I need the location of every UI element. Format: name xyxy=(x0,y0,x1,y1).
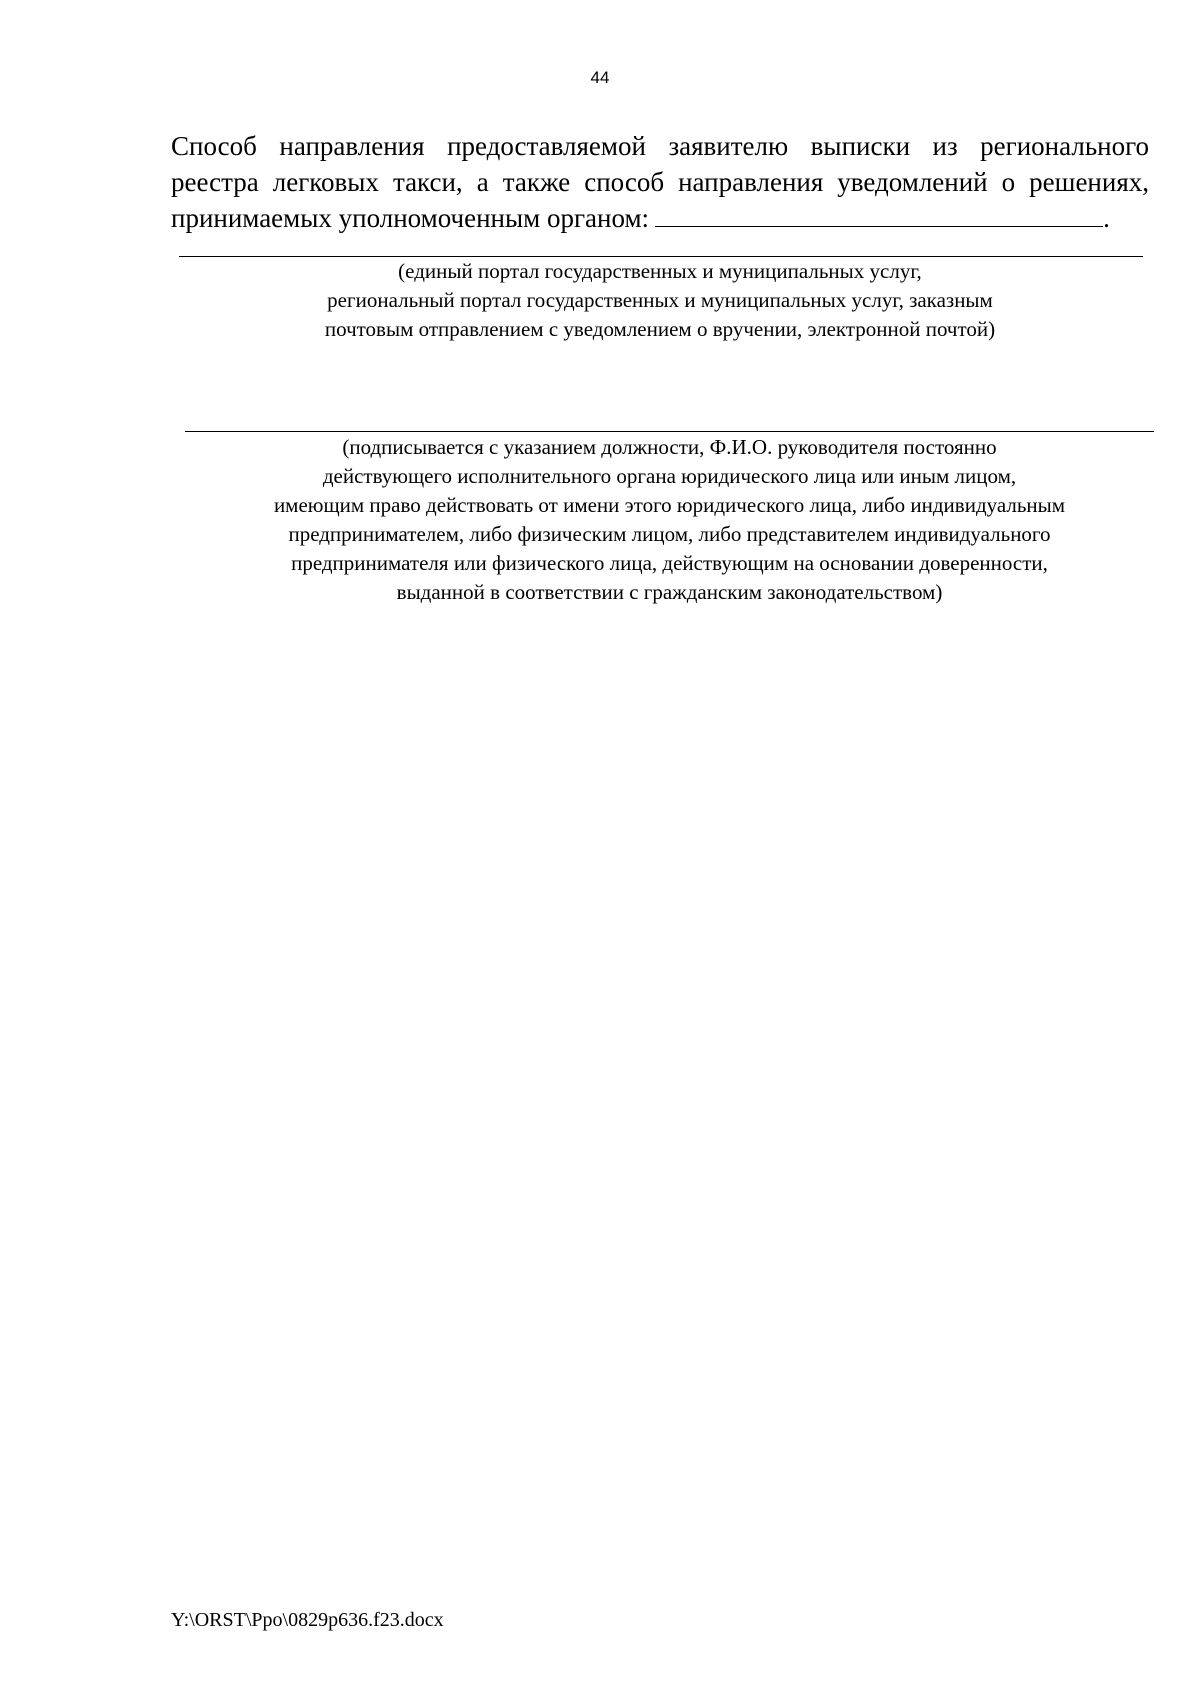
caption-line: региональный портал государственных и муниципальных услуг, заказным xyxy=(327,288,993,312)
caption-line: (подписывается с указанием должности, Ф.И.О. руководителя постоянно xyxy=(342,435,997,459)
signature-line[interactable] xyxy=(185,431,1154,432)
main-paragraph-period: . xyxy=(1103,203,1110,233)
main-paragraph-line: Способ направления предоставляемой заявителю выписки из регионального xyxy=(171,131,1149,161)
caption-line: (единый портал государственных и муниципальных услуг, xyxy=(398,259,922,283)
footer-file-path: Y:\ORST\Ppo\0829p636.f23.docx xyxy=(171,1609,444,1631)
delivery-method-blank[interactable] xyxy=(655,200,1103,227)
caption-line: имеющим право действовать от имени этого юридического лица, либо индивидуальным xyxy=(273,493,1066,517)
caption-line: действующего исполнительного органа юридического лица или иным лицом, xyxy=(322,464,1017,488)
caption-line: предпринимателем, либо физическим лицом, либо представителем индивидуального xyxy=(288,522,1051,546)
main-paragraph xyxy=(171,128,1149,236)
signature-caption xyxy=(185,433,1154,607)
main-paragraph-line-text: принимаемых уполномоченным органом: xyxy=(171,203,650,233)
main-paragraph-line: реестра легковых такси, а также способ направления уведомлений о решениях, xyxy=(171,167,1149,197)
main-paragraph-line xyxy=(171,200,1149,236)
caption-line: почтовым отправлением с уведомлением о вручении, электронной почтой) xyxy=(324,317,996,341)
delivery-method-caption xyxy=(171,257,1149,344)
caption-line: предпринимателя или физического лица, действующим на основании доверенности, xyxy=(291,551,1048,575)
page-number: 44 xyxy=(590,68,610,87)
caption-line: выданной в соответствии с гражданским законодательством) xyxy=(396,580,943,604)
